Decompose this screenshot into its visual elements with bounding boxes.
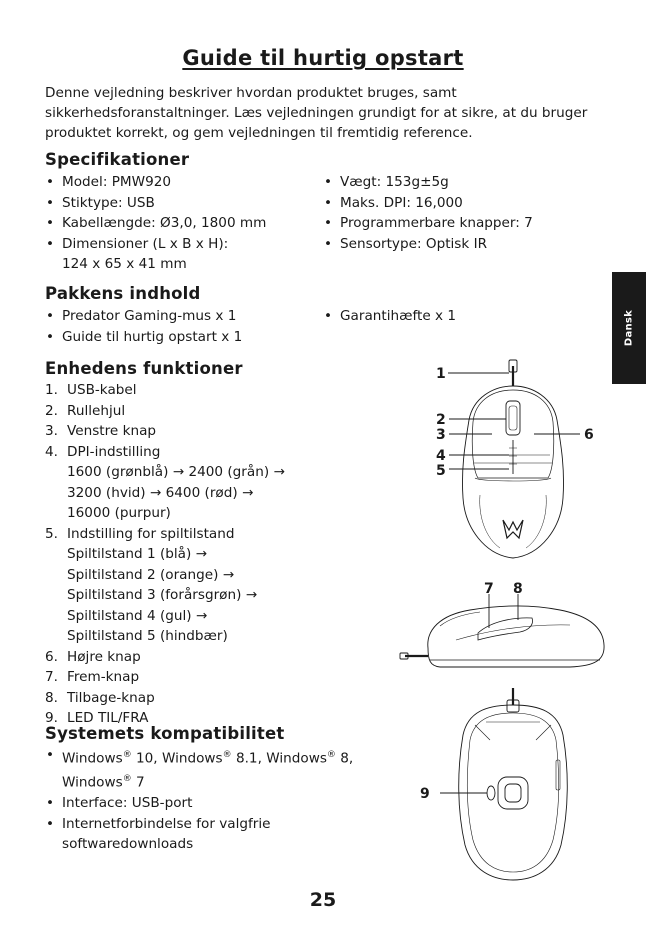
list-item: • Internetforbindelse for valgfrie softwaredownloads	[45, 814, 390, 855]
specs-heading: Specifikationer	[45, 150, 190, 169]
callout-5: 5	[436, 463, 446, 479]
callout-1: 1	[436, 366, 446, 382]
list-item: 4. DPI-indstilling 1600 (grønblå) → 2400 (grån) → 3200 (hvid) → 6400 (rød) → 16000 (purpur)	[45, 443, 285, 521]
mouse-bottom-view	[459, 688, 568, 880]
list-item: • Stiktype: USB	[45, 193, 315, 214]
list-item: • Maks. DPI: 16,000	[323, 193, 593, 214]
list-item: 2. Rullehjul	[45, 402, 126, 419]
callout-9: 9	[420, 786, 430, 802]
list-item: • Predator Gaming-mus x 1	[45, 306, 315, 327]
list-item: • Programmerbare knapper: 7	[323, 213, 593, 234]
mouse-top-view	[462, 360, 563, 558]
list-item: • Interface: USB-port	[45, 793, 390, 814]
list-item: • Garantihæfte x 1	[323, 306, 593, 327]
list-item: 7. Frem-knap	[45, 669, 140, 685]
package-heading: Pakkens indhold	[45, 284, 201, 303]
list-item: 6. Højre knap	[45, 648, 141, 665]
list-item: 5. Indstilling for spiltilstand Spiltilstand 1 (blå) → Spiltilstand 2 (orange) → Spiltilstand 3 (forårsgrøn) → Spiltilstand 4 (gul) → Spiltilstand 5 (hindbær)	[45, 525, 258, 644]
list-item: • Guide til hurtig opstart x 1	[45, 327, 315, 348]
list-item: • Windows® 10, Windows® 8.1, Windows® 8, Windows® 7	[45, 745, 390, 793]
callout-4: 4	[436, 448, 446, 464]
list-item: 1. USB-kabel	[45, 382, 137, 398]
list-item: 9. LED TIL/FRA	[45, 710, 149, 726]
callout-2: 2	[436, 412, 446, 428]
list-item: • Vægt: 153g±5g	[323, 172, 593, 193]
callout-6: 6	[584, 427, 594, 443]
list-item: • Sensortype: Optisk IR	[323, 234, 593, 255]
page-number: 25	[309, 889, 337, 911]
list-item: • Kabellængde: Ø3,0, 1800 mm	[45, 213, 315, 234]
compat-heading: Systemets kompatibilitet	[45, 724, 285, 743]
callout-labels	[420, 366, 594, 802]
callout-3: 3	[436, 427, 446, 443]
list-item: 3. Venstre knap	[45, 423, 157, 439]
dimensions-value: 124 x 65 x 41 mm	[62, 256, 187, 272]
functions-heading: Enhedens funktioner	[45, 359, 243, 378]
language-tab: Dansk	[612, 272, 646, 384]
callout-leaders	[440, 373, 580, 793]
intro-paragraph: Denne vejledning beskriver hvordan produktet bruges, samt sikkerhedsforanstaltninger. Læs vejledningen grundigt for at sikre, at du bruger produktet korrekt, og gem vejledningen til fremtidig reference.	[45, 85, 588, 141]
dimensions-label: Dimensioner (L x B x H):	[62, 235, 229, 252]
mouse-side-view	[400, 594, 604, 667]
callout-7: 7	[484, 581, 494, 597]
page-title: Guide til hurtig opstart	[182, 46, 464, 70]
list-item: 8. Tilbage-knap	[45, 689, 155, 706]
list-item: • Model: PMW920	[45, 172, 315, 193]
callout-8: 8	[513, 581, 523, 597]
